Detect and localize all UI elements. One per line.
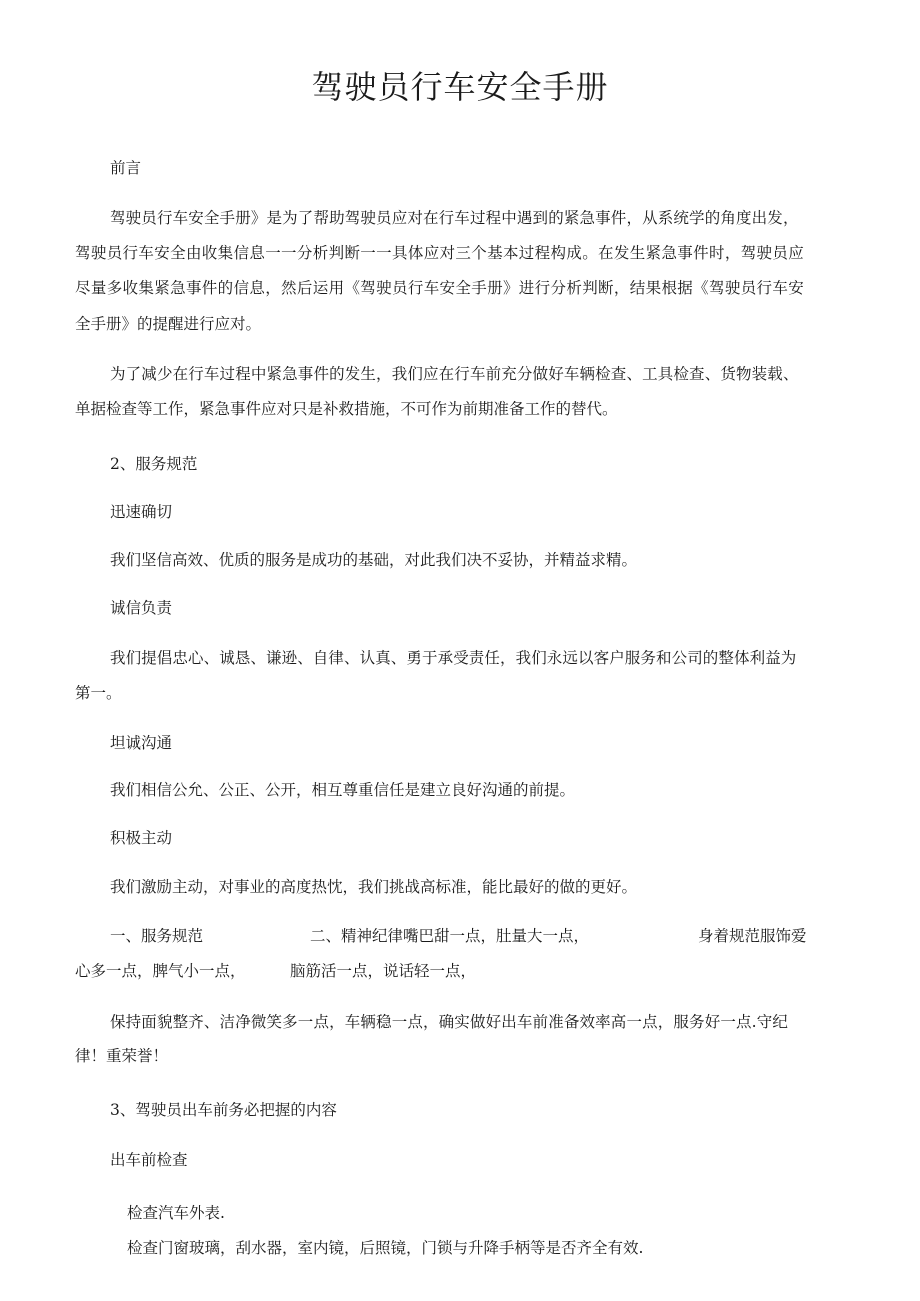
value-text: 我们坚信高效、优质的服务是成功的基础，对此我们决不妥协，并精益求精。 — [110, 551, 638, 569]
document-title: 驾驶员行车安全手册 — [311, 68, 609, 106]
text-line: 为了减少在行车过程中紧急事件的发生，我们应在行车前充分做好车辆检查、工具检查、货物装载、 — [110, 365, 799, 383]
section-2-heading: 2、服务规范 — [110, 455, 198, 473]
value-text: 我们提倡忠心、诚恳、谦逊、自律、认真、勇于承受责任，我们永远以客户服务和公司的整体利益为 — [110, 649, 797, 667]
rules-line-2b: 脑筋活一点，说话轻一点， — [290, 962, 477, 980]
value-heading: 积极主动 — [110, 829, 173, 847]
text-line: 律！重荣誉！ — [75, 1047, 169, 1065]
value-text: 第一。 — [75, 684, 122, 702]
precheck-heading: 出车前检查 — [110, 1151, 188, 1169]
text-line: 全手册》的提醒进行应对。 — [75, 315, 262, 333]
rules-line-2a: 心多一点，脾气小一点， — [75, 962, 246, 980]
rules-col-1: 一、服务规范 — [110, 927, 204, 945]
check-item: 检查门窗玻璃，刮水器，室内镜，后照镜，门锁与升降手柄等是否齐全有效. — [127, 1239, 644, 1257]
value-heading: 坦诚沟通 — [110, 734, 173, 752]
text-line: 单据检查等工作，紧急事件应对只是补救措施，不可作为前期准备工作的替代。 — [75, 400, 618, 418]
text-line: 驾驶员行车安全由收集信息一一分析判断一一具体应对三个基本过程构成。在发生紧急事件时，驾驶员应 — [75, 244, 805, 262]
section-3-heading: 3、驾驶员出车前务必把握的内容 — [110, 1101, 337, 1119]
check-item: 检查汽车外表. — [127, 1204, 225, 1222]
text-line: 驾驶员行车安全手册》是为了帮助驾驶员应对在行车过程中遇到的紧急事件，从系统学的角度出发， — [110, 209, 799, 227]
text-line: 保持面貌整齐、洁净微笑多一点，车辆稳一点，确实做好出车前准备效率高一点，服务好一点.守纪 — [110, 1013, 789, 1031]
rules-col-2: 二、精神纪律嘴巴甜一点，肚量大一点， — [310, 927, 590, 945]
rules-col-3: 身着规范服饰爱 — [698, 927, 807, 945]
value-heading: 迅速确切 — [110, 503, 173, 521]
preface-heading: 前言 — [110, 159, 142, 177]
value-heading: 诚信负责 — [110, 599, 173, 617]
text-line: 尽量多收集紧急事件的信息，然后运用《驾驶员行车安全手册》进行分析判断，结果根据《驾驶员行车安 — [75, 279, 805, 297]
value-text: 我们激励主动，对事业的高度热忱，我们挑战高标准，能比最好的做的更好。 — [110, 878, 638, 896]
value-text: 我们相信公允、公正、公开，相互尊重信任是建立良好沟通的前提。 — [110, 781, 576, 799]
